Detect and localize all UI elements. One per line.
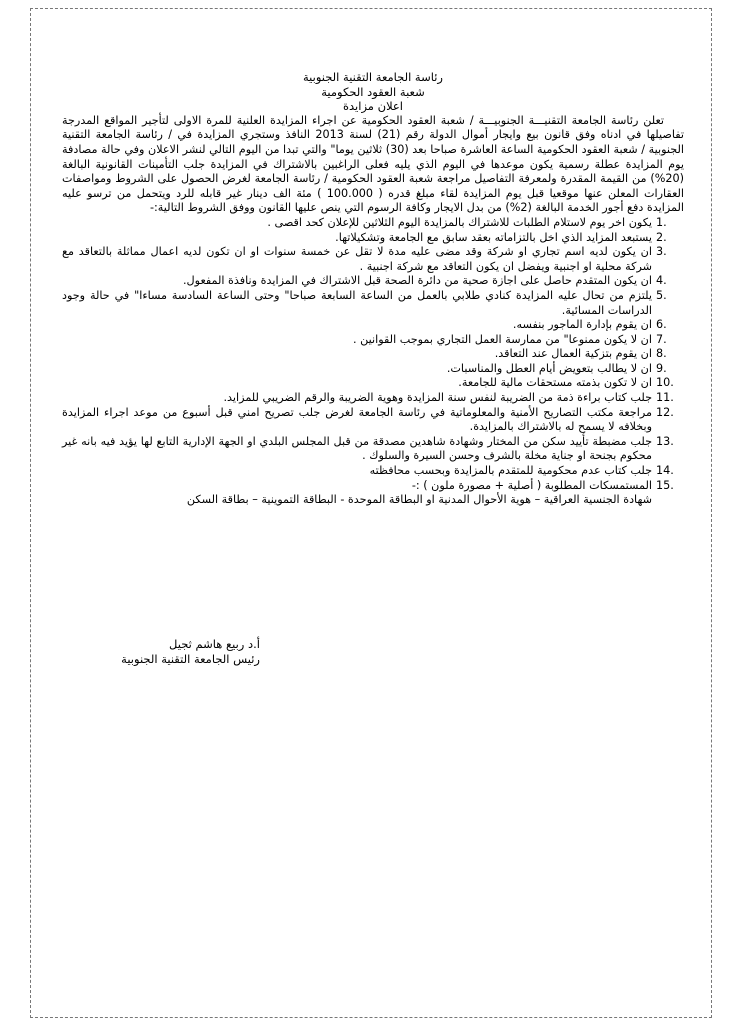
condition-text: جلب كتاب براءة ذمة من الضريبة لنفس سنة المزايدة وهوية الضريبة والرقم الضريبي للمزايد.: [223, 391, 652, 405]
condition-number: 12.: [656, 405, 674, 419]
condition-number: 11.: [656, 391, 674, 405]
department-name: شعبة العقود الحكومية: [321, 84, 425, 99]
condition-item: [62, 318, 684, 333]
condition-text: ان يقوم بإدارة الماجور بنفسه.: [512, 318, 652, 332]
condition-item: [62, 479, 684, 494]
condition-item: [62, 216, 684, 231]
signatory-title: رئيس الجامعة التقنية الجنوبية: [121, 652, 260, 666]
condition-text: ان يقوم بتزكية العمال عند التعاقد.: [494, 347, 652, 361]
condition-item: [62, 376, 684, 391]
condition-text: يكون اخر يوم لاستلام الطلبات للاشتراك بالمزايدة اليوم الثلاثين للإعلان كحد اقصى .: [267, 215, 652, 229]
condition-text: ان لا يطالب بتعويض أيام العطل والمناسبات.: [446, 361, 652, 375]
condition-item: [62, 347, 684, 362]
condition-text: ان لا تكون بذمته مستحقات مالية للجامعة.: [458, 376, 652, 390]
condition-text: جلب مضبطة تأييد سكن من المختار وشهادة شاهدين مصدقة من قبل المجلس البلدي او الجهة الإدارية التابع لها يؤيد فيه بانه غير محكوم بجنحة او جناية مخلة بالشرف وحسن السيرة والسلوك .: [62, 434, 652, 463]
condition-number: 4.: [656, 274, 667, 288]
condition-text: ان لا يكون ممنوعا" من ممارسة العمل التجاري بموجب القوانين .: [353, 332, 652, 346]
condition-item: [62, 274, 684, 289]
condition-number: 6.: [656, 318, 667, 332]
announcement-title: اعلان مزايدة: [343, 99, 403, 114]
condition-number: 13.: [656, 434, 674, 448]
condition-text: جلب كتاب عدم محكومية للمتقدم بالمزايدة وبحسب محافظته: [369, 464, 652, 478]
condition-item: [62, 362, 684, 377]
signature-block: [100, 637, 260, 667]
conditions-list: [62, 216, 684, 493]
condition-item: [62, 406, 684, 435]
condition-item: [62, 231, 684, 246]
condition-number: 14.: [656, 464, 674, 478]
condition-item: [62, 391, 684, 406]
condition-item: [62, 333, 684, 348]
required-documents: شهادة الجنسية العراقية – هوية الأحوال المدنية او البطاقة الموحدة - البطاقة التموينية – بطاقة السكن: [186, 493, 652, 507]
condition-item: [62, 435, 684, 464]
condition-item: [62, 464, 684, 479]
condition-number: 15.: [656, 478, 674, 492]
intro-paragraph: تعلن رئاسة الجامعة التقنيـــة الجنوبيـــة / شعبة العقود الحكومية عن اجراء المزايدة العلنية للمرة الاولى لتأجير المواقع المدرجة تفاصيلها في ادناه وفق قانون بيع وايجار أموال الدولة رقم (21) لسنة 2013 النافذ وستجري المزايدة في / رئاسة الجامعة التقنية الجنوبية / شعبة العقود الحكومية الساعة العاشرة صباحا بعد (30) ثلاثين يوما" والتي تبدا من اليوم التالي لنشر الاعلان وفي حالة مصادفة يوم المزايدة عطلة رسمية يكون موعدها في اليوم الذي يليه فعلى الراغبين بالاشتراك في المزايدة جلب التأمينات القانونية البالغة (20%) من القيمة المقدرة ولمعرفة التفاصيل مراجعة شعبة العقود الحكومية / رئاسة الجامعة لغرض الحصول على الشروط ومواصفات العقارات المعلن عنها موقعيا قبل يوم المزايدة لقاء مبلغ قدره ( 100.000 ) مئة الف دينار غير قابله للرد ويتحمل من ترسو عليه المزايدة دفع أجور الخدمة البالغة (2%) من بدل الايجار وكافة الرسوم التي ينص عليها القانون ووفق الشروط التالية:-: [62, 113, 684, 215]
condition-item: [62, 289, 684, 318]
condition-number: 10.: [656, 376, 674, 390]
condition-number: 3.: [656, 245, 667, 259]
condition-text: يستبعد المزايد الذي اخل بالتزاماته بعقد سابق مع الجامعة وتشكيلاتها.: [335, 230, 652, 244]
condition-number: 2.: [656, 230, 667, 244]
condition-number: 7.: [656, 332, 667, 346]
condition-text: ان يكون لديه اسم تجاري او شركة وقد مضى عليه مدة لا تقل عن خمسة سنوات او ان تكون لديه اعمال مماثلة بالتعاقد مع شركة محلية او اجنبية ويفضل ان يكون التعاقد مع شركة اجنبية .: [62, 245, 652, 273]
signatory-name: أ.د ربيع هاشم ثجيل: [169, 637, 260, 651]
condition-number: 9.: [656, 361, 667, 375]
condition-number: 1.: [656, 215, 667, 229]
condition-number: 8.: [656, 347, 667, 361]
announcement-body: [62, 70, 684, 508]
condition-text: المستمسكات المطلوبة ( أصلية + مصورة ملون ) :-: [411, 478, 652, 492]
university-name: رئاسة الجامعة التقنية الجنوبية: [303, 70, 443, 84]
condition-number: 5.: [656, 288, 667, 302]
condition-text: يلتزم من تحال عليه المزايدة كنادي طلابي بالعمل من الساعة السابعة صباحا" وحتى الساعة السادسة مساءا" في حالة وجود الدراسات المسائية.: [62, 288, 652, 317]
condition-text: ان يكون المتقدم حاصل على اجازة صحية من دائرة الصحة قبل الاشتراك في المزايدة ونافذة المفعول.: [183, 274, 652, 288]
condition-item: [62, 245, 684, 274]
condition-text: مراجعة مكتب التصاريح الأمنية والمعلوماتية في رئاسة الجامعة لغرض جلب تصريح امني قبل أسبوع من موعد اجراء المزايدة وبخلافه لا يسمح له بالاشتراك بالمزايدة.: [62, 405, 652, 434]
